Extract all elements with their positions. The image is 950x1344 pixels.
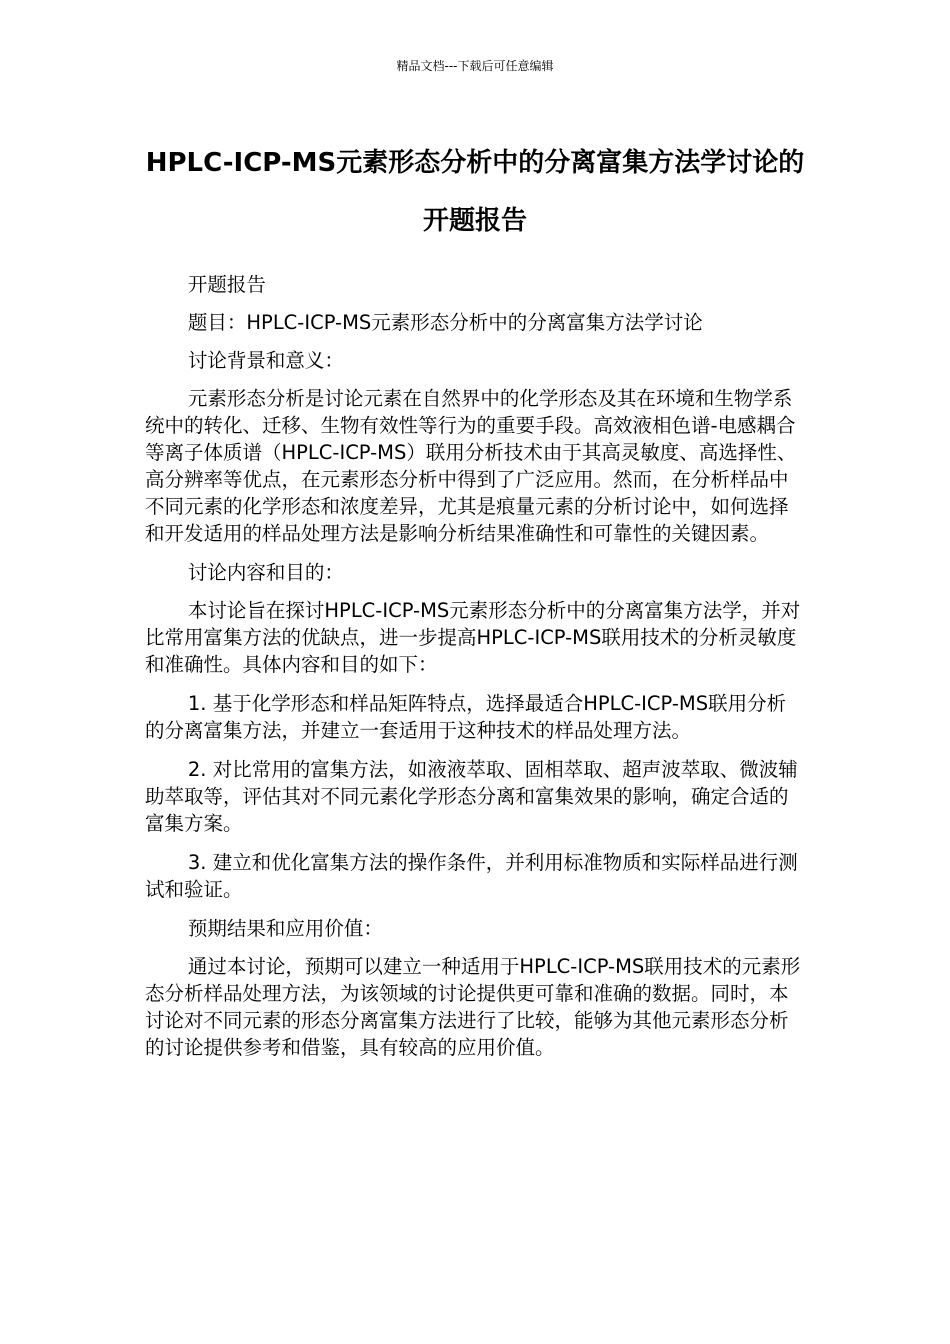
header-note: 精品文档---下载后可任意编辑	[396, 59, 554, 73]
list-item-1: 1. 基于化学形态和样品矩阵特点，选择最适合HPLC-ICP-MS联用分析的分离富集方法，并建立一套适用于这种技术的样品处理方法。	[145, 692, 787, 742]
section-heading-background: 讨论背景和意义：	[187, 349, 344, 372]
topic-line: 题目：HPLC-ICP-MS元素形态分析中的分离富集方法学讨论	[187, 311, 703, 334]
list-item-2: 2. 对比常用的富集方法，如液液萃取、固相萃取、超声波萃取、微波辅助萃取等，评估其对不同元素化学形态分离和富集效果的影响，确定合适的富集方案。	[145, 758, 798, 835]
document-title: HPLC-ICP-MS元素形态分析中的分离富集方法学讨论的开题报告	[145, 148, 805, 236]
list-item-3: 3. 建立和优化富集方法的操作条件，并利用标准物质和实际样品进行测试和验证。	[145, 851, 798, 901]
document-body	[145, 271, 805, 1073]
paragraph-expected: 通过本讨论，预期可以建立一种适用于HPLC-ICP-MS联用技术的元素形态分析样品处理方法，为该领域的讨论提供更可靠和准确的数据。同时，本讨论对不同元素的形态分离富集方法进行了比较，能够为其他元素形态分析的讨论提供参考和借鉴，具有较高的应用价值。	[145, 955, 801, 1059]
paragraph-content-intro: 本讨论旨在探讨HPLC-ICP-MS元素形态分析中的分离富集方法学，并对比常用富集方法的优缺点，进一步提高HPLC-ICP-MS联用技术的分析灵敏度和准确性。具体内容和目的如下：	[145, 599, 801, 676]
section-label-report: 开题报告	[187, 273, 266, 296]
section-heading-content: 讨论内容和目的：	[187, 561, 344, 584]
section-heading-expected: 预期结果和应用价值：	[187, 917, 383, 940]
paragraph-background: 元素形态分析是讨论元素在自然界中的化学形态及其在环境和生物学系统中的转化、迁移、生物有效性等行为的重要手段。高效液相色谱-电感耦合等离子体质谱（HPLC-ICP-MS）联用分析技术由于其高灵敏度、高选择性、高分辨率等优点，在元素形态分析中得到了广泛应用。然而，在分析样品中不同元素的化学形态和浓度差异，尤其是痕量元素的分析讨论中，如何选择和开发适用的样品处理方法是影响分析结果准确性和可靠性的关键因素。	[145, 387, 797, 545]
